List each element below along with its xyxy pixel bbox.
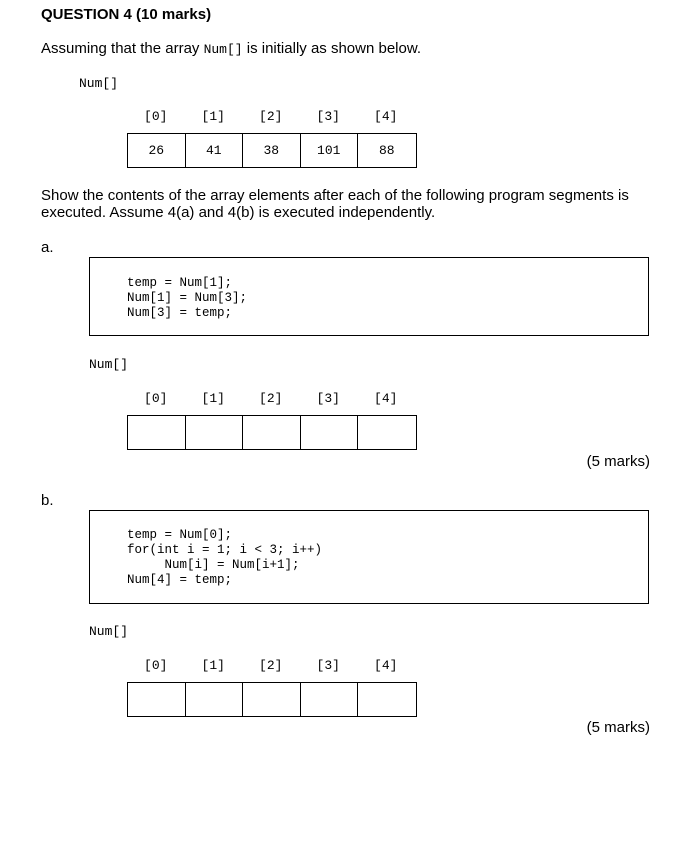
array-cell: 41 xyxy=(186,134,244,167)
answer-cell[interactable] xyxy=(243,683,301,716)
index-label: [1] xyxy=(201,391,225,406)
answer-cell[interactable] xyxy=(186,416,244,449)
code-line: Num[i] = Num[i+1]; xyxy=(127,558,300,572)
question-intro xyxy=(41,40,421,57)
index-row-initial xyxy=(127,109,415,124)
instructions: Show the contents of the array elements after each of the following program segments is executed. Assume 4(a) and 4(b) is executed independently. xyxy=(41,187,629,221)
array-label-a: Num[] xyxy=(89,357,129,372)
index-label: [4] xyxy=(374,109,398,124)
array-cell: 38 xyxy=(243,134,301,167)
index-label: [2] xyxy=(259,658,283,673)
intro-text-before: Assuming that the array xyxy=(41,40,204,57)
answer-cell[interactable] xyxy=(301,683,359,716)
array-table-a[interactable] xyxy=(127,415,417,450)
index-label: [4] xyxy=(374,658,398,673)
index-label: [1] xyxy=(201,109,225,124)
index-label: [2] xyxy=(259,391,283,406)
part-b-label: b. xyxy=(41,492,54,509)
code-line: Num[3] = temp; xyxy=(127,306,233,320)
array-cell: 101 xyxy=(301,134,359,167)
array-cell: 88 xyxy=(378,143,395,158)
code-line: Num[1] = Num[3]; xyxy=(127,291,248,305)
index-label: [0] xyxy=(144,658,168,673)
code-line: Num[4] = temp; xyxy=(127,573,233,587)
answer-cell[interactable] xyxy=(301,416,359,449)
answer-cell[interactable] xyxy=(128,416,186,449)
index-label: [3] xyxy=(316,391,340,406)
part-a-label: a. xyxy=(41,239,54,256)
answer-cell[interactable] xyxy=(243,416,301,449)
array-table-b[interactable] xyxy=(127,682,417,717)
index-row-b xyxy=(127,658,415,673)
code-line: temp = Num[0]; xyxy=(127,528,233,542)
array-table-initial xyxy=(127,133,417,168)
array-cell: 26 xyxy=(128,134,186,167)
array-label-initial: Num[] xyxy=(79,76,119,91)
code-line: temp = Num[1]; xyxy=(127,276,233,290)
question-title: QUESTION 4 (10 marks) xyxy=(41,6,212,23)
intro-code: Num[] xyxy=(203,42,243,57)
index-label: [0] xyxy=(144,109,168,124)
answer-cell[interactable] xyxy=(186,683,244,716)
intro-text-after: is initially as shown below. xyxy=(242,40,422,57)
code-box-b xyxy=(89,510,649,604)
index-label: [2] xyxy=(259,109,283,124)
index-row-a xyxy=(127,391,415,406)
array-label-b: Num[] xyxy=(89,624,129,639)
marks-a: (5 marks) xyxy=(586,453,650,470)
answer-cell[interactable] xyxy=(128,683,186,716)
index-label: [1] xyxy=(201,658,225,673)
index-label: [3] xyxy=(316,109,340,124)
marks-b: (5 marks) xyxy=(586,719,650,736)
answer-cell[interactable] xyxy=(358,683,416,716)
index-label: [0] xyxy=(144,391,168,406)
code-line: for(int i = 1; i < 3; i++) xyxy=(127,543,323,557)
index-label: [4] xyxy=(374,391,398,406)
answer-cell[interactable] xyxy=(358,416,416,449)
index-label: [3] xyxy=(316,658,340,673)
code-box-a xyxy=(89,257,649,336)
